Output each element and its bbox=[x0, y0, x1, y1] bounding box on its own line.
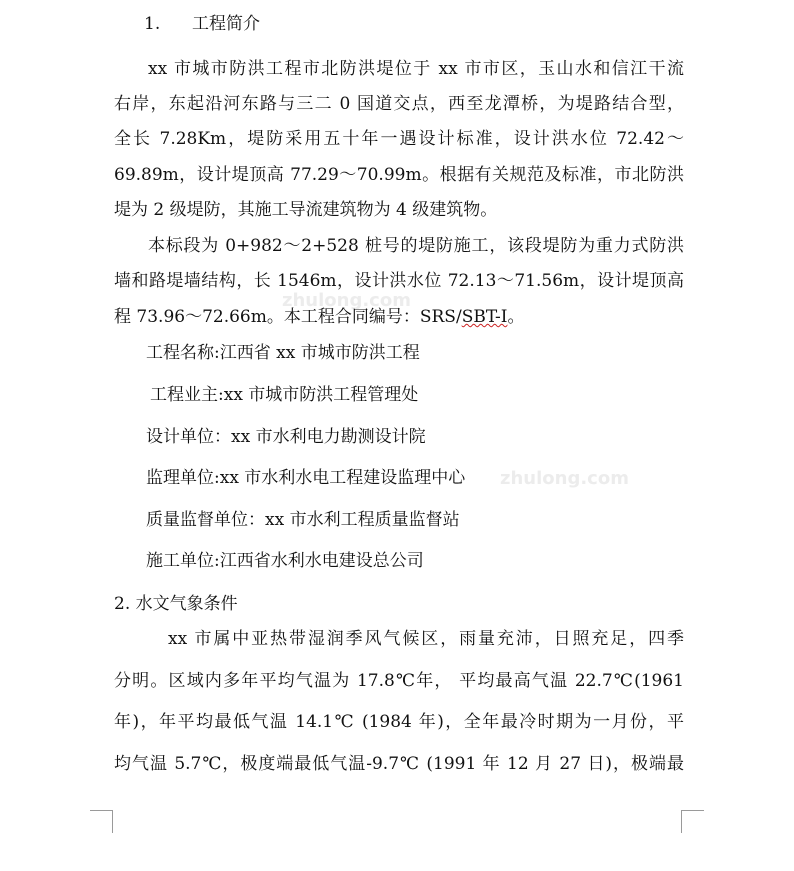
para1-line-4: 69.89m，设计堤顶高 77.29～70.99m。根据有关规范及标准，市北防洪 bbox=[114, 165, 684, 185]
field-project-owner: 工程业主:xx 市城市防洪工程管理处 bbox=[150, 385, 419, 405]
para1-line-3: 全长 7.28Km，堤防采用五十年一遇设计标准，设计洪水位 72.42～ bbox=[114, 129, 684, 149]
field-project-name: 工程名称:江西省 xx 市城市防洪工程 bbox=[146, 343, 420, 363]
para2-line-3-suffix: 。 bbox=[507, 307, 525, 327]
para3-line-4: 均气温 5.7℃，极度端最低气温-9.7℃ (1991 年 12 月 27 日)，极端最 bbox=[114, 754, 684, 774]
para2-line-3-prefix: 程 73.96～72.66m。本工程合同编号：SRS/ bbox=[114, 307, 462, 327]
crop-mark-left bbox=[90, 810, 113, 833]
section2-heading: 2. 水文气象条件 bbox=[114, 594, 238, 614]
para3-line-1: xx 市属中亚热带湿润季风气候区，雨量充沛，日照充足，四季 bbox=[168, 629, 684, 649]
section1-heading bbox=[144, 13, 714, 35]
para1-line-5: 堤为 2 级堤防，其施工导流建筑物为 4 级建筑物。 bbox=[114, 200, 498, 220]
watermark-zhulong-2: zhulong.com bbox=[500, 468, 629, 489]
contract-code-spellcheck: SBT-Ⅰ bbox=[461, 307, 508, 327]
para2-line-2: 墙和路堤墙结构，长 1546m，设计洪水位 72.13～71.56m，设计堤顶高 bbox=[114, 271, 684, 291]
section1-title: 工程简介 bbox=[192, 14, 260, 34]
field-quality-supervision: 质量监督单位：xx 市水利工程质量监督站 bbox=[146, 510, 460, 530]
para3-line-2: 分明。区域内多年平均气温为 17.8℃年， 平均最高气温 22.7℃(1961 bbox=[114, 671, 684, 691]
section1-number: 1. bbox=[144, 14, 161, 34]
para2-line-3 bbox=[114, 306, 684, 328]
field-design-unit: 设计单位：xx 市水利电力勘测设计院 bbox=[146, 427, 426, 447]
para3-line-3: 年)，年平均最低气温 14.1℃ (1984 年)，全年最冷时期为一月份，平 bbox=[114, 712, 684, 732]
para1-line-2: 右岸，东起沿河东路与三二 0 国道交点，西至龙潭桥，为堤路结合型， bbox=[114, 94, 684, 114]
field-supervision-unit: 监理单位:xx 市水利水电工程建设监理中心 bbox=[146, 468, 466, 488]
para2-line-1: 本标段为 0+982～2+528 桩号的堤防施工，该段堤防为重力式防洪 bbox=[148, 236, 684, 256]
para1-line-1: xx 市城市防洪工程市北防洪堤位于 xx 市市区，玉山水和信江干流 bbox=[148, 59, 684, 79]
watermark-zhulong-1: zhulong.com bbox=[282, 290, 411, 311]
field-construction-unit: 施工单位:江西省水利水电建设总公司 bbox=[146, 551, 424, 571]
crop-mark-right bbox=[681, 810, 704, 833]
